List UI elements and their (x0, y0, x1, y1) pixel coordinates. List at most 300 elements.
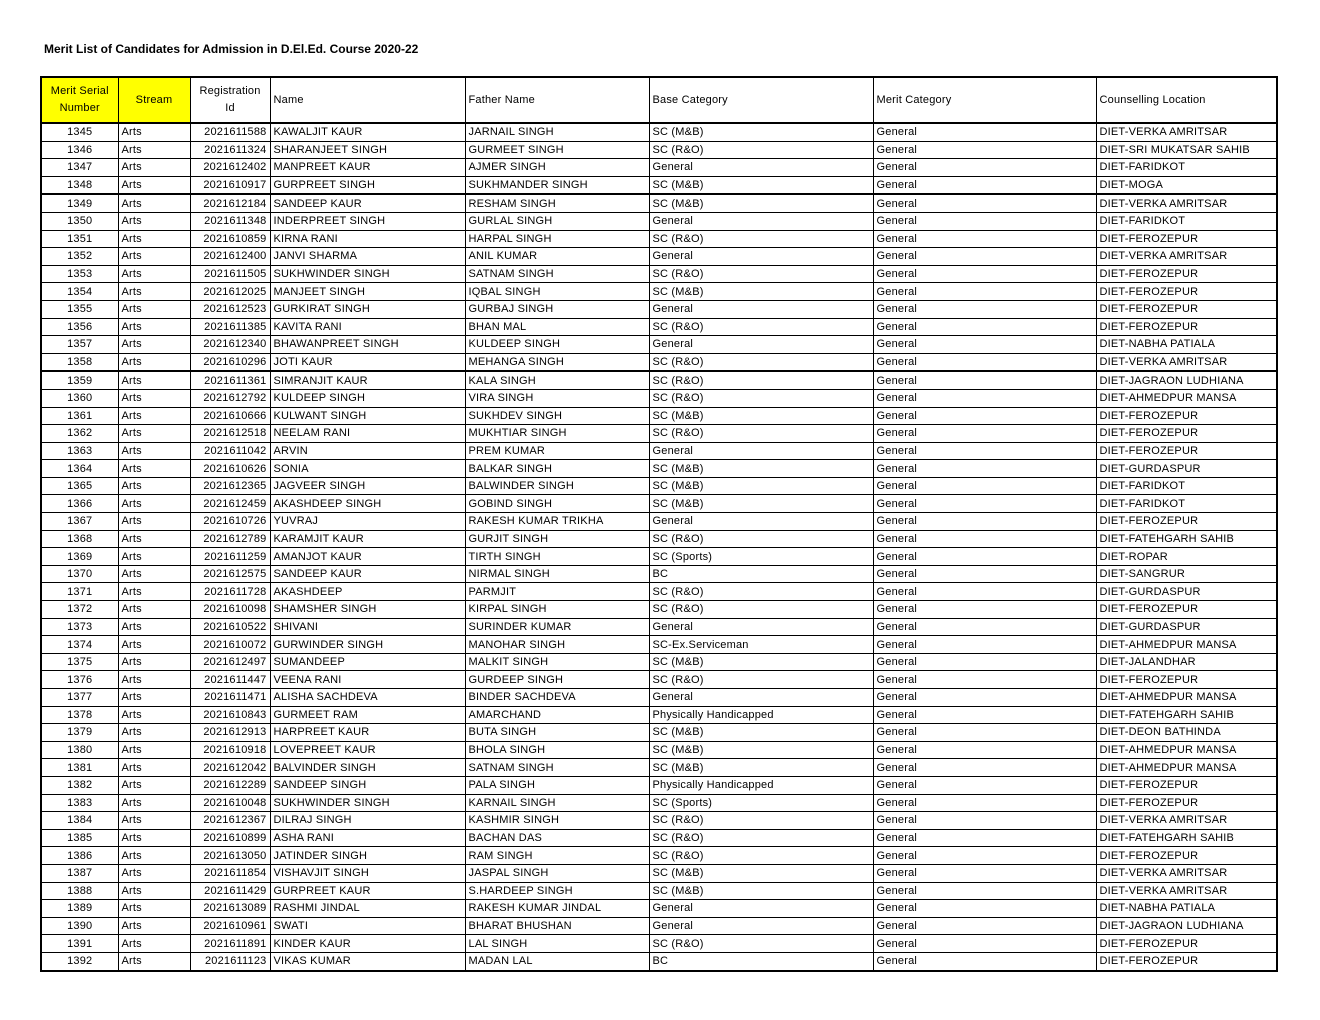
merit-category-cell: General (873, 230, 1096, 248)
merit-serial-cell: 1377 (41, 689, 118, 707)
stream-cell: Arts (118, 159, 190, 177)
counselling-location-cell: DIET-FEROZEPUR (1096, 513, 1277, 531)
base-category-cell: SC (M&B) (649, 283, 873, 301)
name-cell: GURPREET SINGH (270, 176, 465, 194)
table-row (41, 952, 1277, 970)
merit-serial-cell: 1367 (41, 513, 118, 531)
merit-serial-cell: 1378 (41, 706, 118, 724)
registration-id-cell: 2021611854 (190, 864, 270, 882)
table-row (41, 230, 1277, 248)
merit-category-cell: General (873, 159, 1096, 177)
name-cell: SUMANDEEP (270, 653, 465, 671)
table-header-row (41, 77, 1277, 123)
merit-category-cell: General (873, 689, 1096, 707)
base-category-cell: SC (R&O) (649, 671, 873, 689)
table-row (41, 618, 1277, 636)
counselling-location-cell: DIET-VERKA AMRITSAR (1096, 248, 1277, 266)
name-cell: SANDEEP KAUR (270, 565, 465, 583)
merit-category-cell: General (873, 353, 1096, 371)
father-name-cell: JASPAL SINGH (465, 864, 649, 882)
base-category-cell: SC (M&B) (649, 176, 873, 194)
merit-serial-cell: 1350 (41, 212, 118, 230)
name-cell: KAVITA RANI (270, 318, 465, 336)
father-name-cell: KIRPAL SINGH (465, 601, 649, 619)
father-name-cell: HARPAL SINGH (465, 230, 649, 248)
registration-id-cell: 2021611891 (190, 935, 270, 953)
name-cell: ARVIN (270, 442, 465, 460)
merit-serial-cell: 1351 (41, 230, 118, 248)
stream-cell: Arts (118, 194, 190, 212)
merit-category-cell: General (873, 141, 1096, 159)
counselling-location-cell: DIET-AHMEDPUR MANSA (1096, 759, 1277, 777)
registration-id-cell: 2021611042 (190, 442, 270, 460)
registration-id-cell: 2021610296 (190, 353, 270, 371)
name-cell: VISHAVJIT SINGH (270, 864, 465, 882)
table-row (41, 159, 1277, 177)
merit-category-cell: General (873, 917, 1096, 935)
registration-id-cell: 2021612042 (190, 759, 270, 777)
stream-cell: Arts (118, 123, 190, 141)
stream-cell: Arts (118, 425, 190, 443)
merit-category-cell: General (873, 548, 1096, 566)
table-row (41, 248, 1277, 266)
merit-category-cell: General (873, 176, 1096, 194)
table-row (41, 812, 1277, 830)
stream-cell: Arts (118, 882, 190, 900)
registration-id-cell: 2021610626 (190, 460, 270, 478)
merit-serial-cell: 1380 (41, 741, 118, 759)
table-row (41, 653, 1277, 671)
registration-id-cell: 2021612025 (190, 283, 270, 301)
registration-id-cell: 2021610917 (190, 176, 270, 194)
registration-id-cell: 2021610961 (190, 917, 270, 935)
father-name-cell: BACHAN DAS (465, 829, 649, 847)
base-category-cell: SC (R&O) (649, 265, 873, 283)
base-category-cell: SC (Sports) (649, 548, 873, 566)
base-category-cell: SC (R&O) (649, 583, 873, 601)
table-row (41, 759, 1277, 777)
father-name-cell: SUKHMANDER SINGH (465, 176, 649, 194)
stream-cell: Arts (118, 829, 190, 847)
table-row (41, 123, 1277, 141)
stream-cell: Arts (118, 336, 190, 354)
base-category-cell: Physically Handicapped (649, 706, 873, 724)
counselling-location-cell: DIET-FARIDKOT (1096, 477, 1277, 495)
name-cell: JOTI KAUR (270, 353, 465, 371)
base-category-cell: SC (M&B) (649, 407, 873, 425)
table-row (41, 706, 1277, 724)
father-name-cell: KULDEEP SINGH (465, 336, 649, 354)
merit-serial-cell: 1363 (41, 442, 118, 460)
father-name-cell: BALKAR SINGH (465, 460, 649, 478)
counselling-location-cell: DIET-FEROZEPUR (1096, 935, 1277, 953)
stream-cell: Arts (118, 653, 190, 671)
merit-serial-cell: 1364 (41, 460, 118, 478)
registration-id-cell: 2021612789 (190, 530, 270, 548)
counselling-location-cell: DIET-VERKA AMRITSAR (1096, 353, 1277, 371)
stream-cell: Arts (118, 776, 190, 794)
merit-category-cell: General (873, 300, 1096, 318)
merit-serial-cell: 1354 (41, 283, 118, 301)
merit-serial-cell: 1349 (41, 194, 118, 212)
base-category-cell: General (649, 618, 873, 636)
merit-category-cell: General (873, 565, 1096, 583)
father-name-cell: MUKHTIAR SINGH (465, 425, 649, 443)
merit-category-cell: General (873, 724, 1096, 742)
merit-serial-cell: 1390 (41, 917, 118, 935)
merit-category-cell: General (873, 618, 1096, 636)
merit-serial-cell: 1389 (41, 900, 118, 918)
name-cell: SHARANJEET SINGH (270, 141, 465, 159)
name-cell: KIRNA RANI (270, 230, 465, 248)
merit-category-cell: General (873, 336, 1096, 354)
father-name-cell: SATNAM SINGH (465, 759, 649, 777)
merit-serial-cell: 1360 (41, 389, 118, 407)
header-registration-id: Registration Id (190, 77, 270, 123)
counselling-location-cell: DIET-FATEHGARH SAHIB (1096, 829, 1277, 847)
registration-id-cell: 2021612459 (190, 495, 270, 513)
merit-serial-cell: 1387 (41, 864, 118, 882)
counselling-location-cell: DIET-FARIDKOT (1096, 159, 1277, 177)
merit-category-cell: General (873, 882, 1096, 900)
registration-id-cell: 2021610726 (190, 513, 270, 531)
father-name-cell: KASHMIR SINGH (465, 812, 649, 830)
merit-serial-cell: 1379 (41, 724, 118, 742)
table-row (41, 389, 1277, 407)
merit-category-cell: General (873, 794, 1096, 812)
page-title: Merit List of Candidates for Admission in D.El.Ed. Course 2020-22 (44, 42, 419, 56)
counselling-location-cell: DIET-FEROZEPUR (1096, 601, 1277, 619)
name-cell: KULWANT SINGH (270, 407, 465, 425)
base-category-cell: BC (649, 952, 873, 970)
table-row (41, 212, 1277, 230)
name-cell: SIMRANJIT KAUR (270, 371, 465, 389)
name-cell: HARPREET KAUR (270, 724, 465, 742)
table-row (41, 318, 1277, 336)
name-cell: DILRAJ SINGH (270, 812, 465, 830)
base-category-cell: SC (R&O) (649, 318, 873, 336)
table-row (41, 794, 1277, 812)
father-name-cell: S.HARDEEP SINGH (465, 882, 649, 900)
merit-serial-cell: 1347 (41, 159, 118, 177)
header-name: Name (270, 77, 465, 123)
registration-id-cell: 2021612365 (190, 477, 270, 495)
base-category-cell: SC (R&O) (649, 425, 873, 443)
merit-serial-cell: 1358 (41, 353, 118, 371)
merit-category-cell: General (873, 265, 1096, 283)
base-category-cell: General (649, 900, 873, 918)
merit-category-cell: General (873, 389, 1096, 407)
father-name-cell: KARNAIL SINGH (465, 794, 649, 812)
counselling-location-cell: DIET-FEROZEPUR (1096, 442, 1277, 460)
header-base-category: Base Category (649, 77, 873, 123)
base-category-cell: SC (R&O) (649, 371, 873, 389)
registration-id-cell: 2021612184 (190, 194, 270, 212)
stream-cell: Arts (118, 176, 190, 194)
base-category-cell: SC (R&O) (649, 601, 873, 619)
stream-cell: Arts (118, 389, 190, 407)
name-cell: VIKAS KUMAR (270, 952, 465, 970)
stream-cell: Arts (118, 141, 190, 159)
table-row (41, 882, 1277, 900)
stream-cell: Arts (118, 689, 190, 707)
base-category-cell: General (649, 442, 873, 460)
merit-serial-cell: 1381 (41, 759, 118, 777)
merit-category-cell: General (873, 759, 1096, 777)
table-row (41, 724, 1277, 742)
merit-serial-cell: 1353 (41, 265, 118, 283)
father-name-cell: BALWINDER SINGH (465, 477, 649, 495)
counselling-location-cell: DIET-AHMEDPUR MANSA (1096, 389, 1277, 407)
merit-category-cell: General (873, 776, 1096, 794)
stream-cell: Arts (118, 248, 190, 266)
merit-category-cell: General (873, 671, 1096, 689)
stream-cell: Arts (118, 741, 190, 759)
stream-cell: Arts (118, 847, 190, 865)
merit-category-cell: General (873, 460, 1096, 478)
stream-cell: Arts (118, 265, 190, 283)
registration-id-cell: 2021611728 (190, 583, 270, 601)
base-category-cell: SC (M&B) (649, 724, 873, 742)
merit-serial-cell: 1362 (41, 425, 118, 443)
merit-category-cell: General (873, 194, 1096, 212)
registration-id-cell: 2021611348 (190, 212, 270, 230)
base-category-cell: SC-Ex.Serviceman (649, 636, 873, 654)
counselling-location-cell: DIET-AHMEDPUR MANSA (1096, 689, 1277, 707)
table-row (41, 371, 1277, 389)
base-category-cell: General (649, 689, 873, 707)
name-cell: SUKHWINDER SINGH (270, 794, 465, 812)
registration-id-cell: 2021612340 (190, 336, 270, 354)
base-category-cell: General (649, 159, 873, 177)
counselling-location-cell: DIET-SANGRUR (1096, 565, 1277, 583)
father-name-cell: GURMEET SINGH (465, 141, 649, 159)
base-category-cell: General (649, 336, 873, 354)
counselling-location-cell: DIET-FATEHGARH SAHIB (1096, 706, 1277, 724)
father-name-cell: GURJIT SINGH (465, 530, 649, 548)
merit-serial-cell: 1373 (41, 618, 118, 636)
counselling-location-cell: DIET-MOGA (1096, 176, 1277, 194)
registration-id-cell: 2021611361 (190, 371, 270, 389)
stream-cell: Arts (118, 724, 190, 742)
header-father-name: Father Name (465, 77, 649, 123)
name-cell: SHAMSHER SINGH (270, 601, 465, 619)
counselling-location-cell: DIET-FEROZEPUR (1096, 847, 1277, 865)
table-row (41, 407, 1277, 425)
merit-serial-cell: 1368 (41, 530, 118, 548)
registration-id-cell: 2021611324 (190, 141, 270, 159)
base-category-cell: SC (M&B) (649, 882, 873, 900)
merit-category-cell: General (873, 864, 1096, 882)
merit-serial-cell: 1384 (41, 812, 118, 830)
base-category-cell: General (649, 248, 873, 266)
merit-category-cell: General (873, 952, 1096, 970)
table-row (41, 935, 1277, 953)
name-cell: SHIVANI (270, 618, 465, 636)
father-name-cell: NIRMAL SINGH (465, 565, 649, 583)
counselling-location-cell: DIET-GURDASPUR (1096, 618, 1277, 636)
name-cell: KULDEEP SINGH (270, 389, 465, 407)
counselling-location-cell: DIET-GURDASPUR (1096, 460, 1277, 478)
registration-id-cell: 2021612497 (190, 653, 270, 671)
base-category-cell: SC (M&B) (649, 495, 873, 513)
counselling-location-cell: DIET-JAGRAON LUDHIANA (1096, 371, 1277, 389)
base-category-cell: General (649, 513, 873, 531)
father-name-cell: VIRA SINGH (465, 389, 649, 407)
counselling-location-cell: DIET-FEROZEPUR (1096, 230, 1277, 248)
father-name-cell: MALKIT SINGH (465, 653, 649, 671)
merit-category-cell: General (873, 371, 1096, 389)
merit-serial-cell: 1356 (41, 318, 118, 336)
merit-category-cell: General (873, 706, 1096, 724)
father-name-cell: GOBIND SINGH (465, 495, 649, 513)
registration-id-cell: 2021611471 (190, 689, 270, 707)
stream-cell: Arts (118, 442, 190, 460)
table-row (41, 176, 1277, 194)
merit-serial-cell: 1355 (41, 300, 118, 318)
base-category-cell: SC (M&B) (649, 194, 873, 212)
base-category-cell: SC (M&B) (649, 460, 873, 478)
stream-cell: Arts (118, 513, 190, 531)
father-name-cell: LAL SINGH (465, 935, 649, 953)
counselling-location-cell: DIET-AHMEDPUR MANSA (1096, 741, 1277, 759)
stream-cell: Arts (118, 618, 190, 636)
merit-category-cell: General (873, 212, 1096, 230)
base-category-cell: General (649, 917, 873, 935)
registration-id-cell: 2021611259 (190, 548, 270, 566)
father-name-cell: GURBAJ SINGH (465, 300, 649, 318)
merit-serial-cell: 1385 (41, 829, 118, 847)
merit-category-cell: General (873, 847, 1096, 865)
merit-category-cell: General (873, 442, 1096, 460)
registration-id-cell: 2021612367 (190, 812, 270, 830)
name-cell: SONIA (270, 460, 465, 478)
registration-id-cell: 2021612402 (190, 159, 270, 177)
merit-category-cell: General (873, 829, 1096, 847)
table-row (41, 336, 1277, 354)
stream-cell: Arts (118, 353, 190, 371)
table-row (41, 565, 1277, 583)
base-category-cell: General (649, 300, 873, 318)
table-row (41, 425, 1277, 443)
merit-category-cell: General (873, 248, 1096, 266)
name-cell: SANDEEP SINGH (270, 776, 465, 794)
registration-id-cell: 2021610843 (190, 706, 270, 724)
merit-serial-cell: 1366 (41, 495, 118, 513)
stream-cell: Arts (118, 759, 190, 777)
name-cell: ALISHA SACHDEVA (270, 689, 465, 707)
father-name-cell: AMARCHAND (465, 706, 649, 724)
counselling-location-cell: DIET-FEROZEPUR (1096, 425, 1277, 443)
father-name-cell: PALA SINGH (465, 776, 649, 794)
merit-serial-cell: 1375 (41, 653, 118, 671)
stream-cell: Arts (118, 952, 190, 970)
counselling-location-cell: DIET-FEROZEPUR (1096, 794, 1277, 812)
name-cell: SUKHWINDER SINGH (270, 265, 465, 283)
name-cell: JAGVEER SINGH (270, 477, 465, 495)
stream-cell: Arts (118, 495, 190, 513)
merit-category-cell: General (873, 935, 1096, 953)
father-name-cell: BHAN MAL (465, 318, 649, 336)
father-name-cell: PARMJIT (465, 583, 649, 601)
merit-category-cell: General (873, 283, 1096, 301)
counselling-location-cell: DIET-DEON BATHINDA (1096, 724, 1277, 742)
merit-category-cell: General (873, 601, 1096, 619)
table-row (41, 460, 1277, 478)
father-name-cell: RESHAM SINGH (465, 194, 649, 212)
stream-cell: Arts (118, 900, 190, 918)
merit-category-cell: General (873, 583, 1096, 601)
registration-id-cell: 2021611588 (190, 123, 270, 141)
stream-cell: Arts (118, 407, 190, 425)
father-name-cell: BUTA SINGH (465, 724, 649, 742)
registration-id-cell: 2021611429 (190, 882, 270, 900)
merit-serial-cell: 1372 (41, 601, 118, 619)
name-cell: GURKIRAT SINGH (270, 300, 465, 318)
registration-id-cell: 2021610918 (190, 741, 270, 759)
father-name-cell: JARNAIL SINGH (465, 123, 649, 141)
table-row (41, 741, 1277, 759)
header-merit-category: Merit Category (873, 77, 1096, 123)
table-row (41, 477, 1277, 495)
stream-cell: Arts (118, 917, 190, 935)
name-cell: LOVEPREET KAUR (270, 741, 465, 759)
base-category-cell: SC (M&B) (649, 477, 873, 495)
name-cell: BALVINDER SINGH (270, 759, 465, 777)
counselling-location-cell: DIET-JAGRAON LUDHIANA (1096, 917, 1277, 935)
merit-serial-cell: 1376 (41, 671, 118, 689)
merit-serial-cell: 1388 (41, 882, 118, 900)
father-name-cell: SURINDER KUMAR (465, 618, 649, 636)
table-row (41, 847, 1277, 865)
name-cell: YUVRAJ (270, 513, 465, 531)
base-category-cell: SC (R&O) (649, 389, 873, 407)
merit-category-cell: General (873, 425, 1096, 443)
merit-serial-cell: 1361 (41, 407, 118, 425)
merit-list-table (40, 76, 1278, 972)
registration-id-cell: 2021611447 (190, 671, 270, 689)
stream-cell: Arts (118, 812, 190, 830)
name-cell: KINDER KAUR (270, 935, 465, 953)
base-category-cell: SC (R&O) (649, 141, 873, 159)
stream-cell: Arts (118, 460, 190, 478)
merit-category-cell: General (873, 653, 1096, 671)
registration-id-cell: 2021612523 (190, 300, 270, 318)
counselling-location-cell: DIET-FEROZEPUR (1096, 265, 1277, 283)
table-row (41, 194, 1277, 212)
registration-id-cell: 2021612913 (190, 724, 270, 742)
counselling-location-cell: DIET-VERKA AMRITSAR (1096, 882, 1277, 900)
table-row (41, 353, 1277, 371)
base-category-cell: SC (M&B) (649, 653, 873, 671)
name-cell: GURWINDER SINGH (270, 636, 465, 654)
base-category-cell: SC (R&O) (649, 812, 873, 830)
counselling-location-cell: DIET-FEROZEPUR (1096, 776, 1277, 794)
base-category-cell: Physically Handicapped (649, 776, 873, 794)
merit-serial-cell: 1357 (41, 336, 118, 354)
registration-id-cell: 2021612400 (190, 248, 270, 266)
counselling-location-cell: DIET-FEROZEPUR (1096, 671, 1277, 689)
counselling-location-cell: DIET-FEROZEPUR (1096, 300, 1277, 318)
name-cell: SWATI (270, 917, 465, 935)
counselling-location-cell: DIET-ROPAR (1096, 548, 1277, 566)
registration-id-cell: 2021611385 (190, 318, 270, 336)
name-cell: GURMEET RAM (270, 706, 465, 724)
father-name-cell: RAKESH KUMAR TRIKHA (465, 513, 649, 531)
registration-id-cell: 2021612575 (190, 565, 270, 583)
counselling-location-cell: DIET-VERKA AMRITSAR (1096, 812, 1277, 830)
stream-cell: Arts (118, 671, 190, 689)
